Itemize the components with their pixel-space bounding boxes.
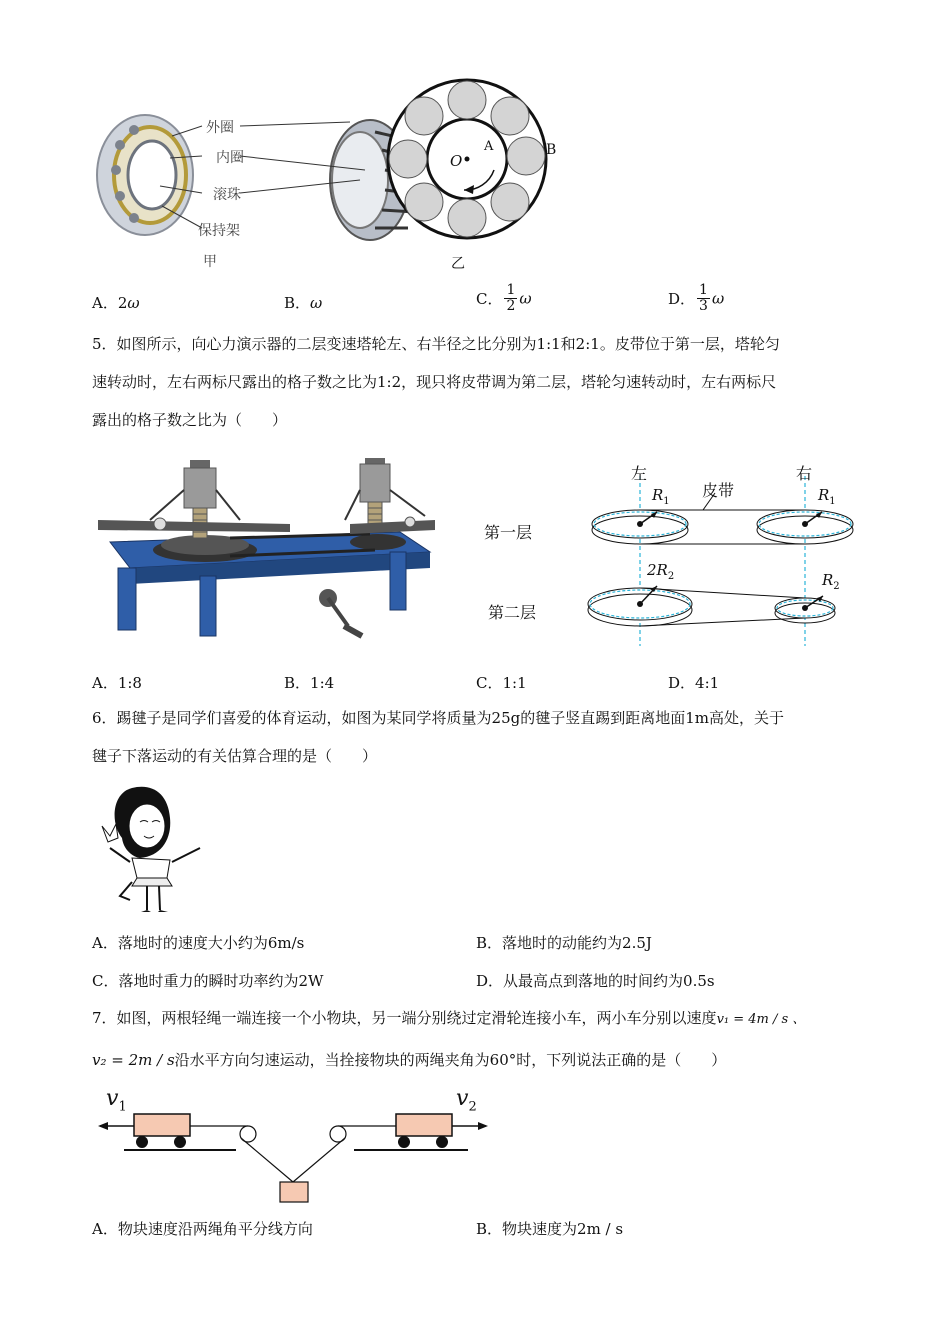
- bearing-diagram: [386, 78, 566, 258]
- shuttlecock-girl-illustration: [92, 778, 212, 918]
- q7-line2: v₂ = 2m / s沿水平方向匀速运动，当拴接物块的两绳夹角为60°时，下列说法正确的是（ ）: [92, 1051, 727, 1069]
- label-R1-right: $R_1$: [818, 486, 836, 507]
- q4-option-d[interactable]: D． $\frac{1}{3}$ ω: [668, 282, 725, 314]
- two-carts-pulley-diagram: [96, 1094, 496, 1204]
- q5-option-b[interactable]: B．1:4: [284, 674, 335, 692]
- label-yi: 乙: [451, 256, 465, 272]
- q4-option-b[interactable]: B．ω: [284, 294, 323, 312]
- label-outer-ring: 外圈: [206, 120, 234, 136]
- q6-option-b[interactable]: B．落地时的动能约为2.5J: [476, 934, 652, 952]
- label-ball: 滚珠: [213, 187, 241, 203]
- q5-option-c[interactable]: C．1:1: [476, 674, 527, 692]
- label-belt: 皮带: [702, 481, 735, 500]
- q6-option-c[interactable]: C．落地时重力的瞬时功率约为2W: [92, 972, 324, 990]
- label-O: O: [450, 152, 463, 170]
- q4-option-a[interactable]: A．2ω: [92, 294, 140, 312]
- centripetal-apparatus-illustration: [90, 450, 450, 660]
- q7-option-a[interactable]: A．物块速度沿两绳角平分线方向: [92, 1220, 313, 1238]
- q4-option-c[interactable]: C． $\frac{1}{2}$ ω: [476, 282, 532, 314]
- label-R2-right: $R_2$: [822, 571, 840, 592]
- q5-line2: 速转动时，左右两标尺露出的格子数之比为1:2，现只将皮带调为第二层，塔轮匀速转动时，左右两标尺: [92, 373, 777, 391]
- q6-line1: 6．踢毽子是同学们喜爱的体育运动，如图为某同学将质量为25g的毽子竖直踢到距离地面1m高处，关于: [92, 709, 785, 727]
- q5-line1: 5．如图所示，向心力演示器的二层变速塔轮左、右半径之比分别为1:1和2:1。皮带位于第一层，塔轮匀: [92, 335, 780, 353]
- label-jia: 甲: [203, 254, 217, 270]
- fraction: $\frac{1}{3}$: [699, 282, 708, 314]
- label-v2: $v_2$: [456, 1086, 477, 1115]
- q6-option-a[interactable]: A．落地时的速度大小约为6m/s: [92, 934, 305, 952]
- q5-line3: 露出的格子数之比为（ ）: [92, 411, 288, 429]
- q6-option-d[interactable]: D．从最高点到落地的时间约为0.5s: [476, 972, 715, 990]
- q7-line1: 7．如图，两根轻绳一端连接一个小物块，另一端分别绕过定滑轮连接小车，两小车分别以速度v₁ = 4m / s 、: [92, 1009, 806, 1027]
- label-R1-left: $R_1$: [652, 486, 670, 507]
- label-2R2: $2R_2$: [647, 561, 675, 582]
- label-left: 左: [631, 464, 648, 483]
- label-layer-2: 第二层: [488, 603, 537, 622]
- q6-line2: 毽子下落运动的有关估算合理的是（ ）: [92, 747, 378, 765]
- q5-option-a[interactable]: A．1:8: [92, 674, 142, 692]
- label-right: 右: [796, 464, 813, 483]
- fraction: $\frac{1}{2}$: [506, 282, 516, 314]
- label-cage: 保持架: [198, 223, 240, 239]
- label-A: A: [484, 139, 494, 154]
- label-B: B: [546, 142, 557, 158]
- label-inner-ring: 内圈: [216, 150, 244, 166]
- label-layer-1: 第一层: [484, 523, 533, 542]
- label-v1: $v_1$: [106, 1086, 127, 1115]
- q7-option-b[interactable]: B．物块速度为2m / s: [476, 1220, 624, 1238]
- q5-option-d[interactable]: D．4:1: [668, 674, 720, 692]
